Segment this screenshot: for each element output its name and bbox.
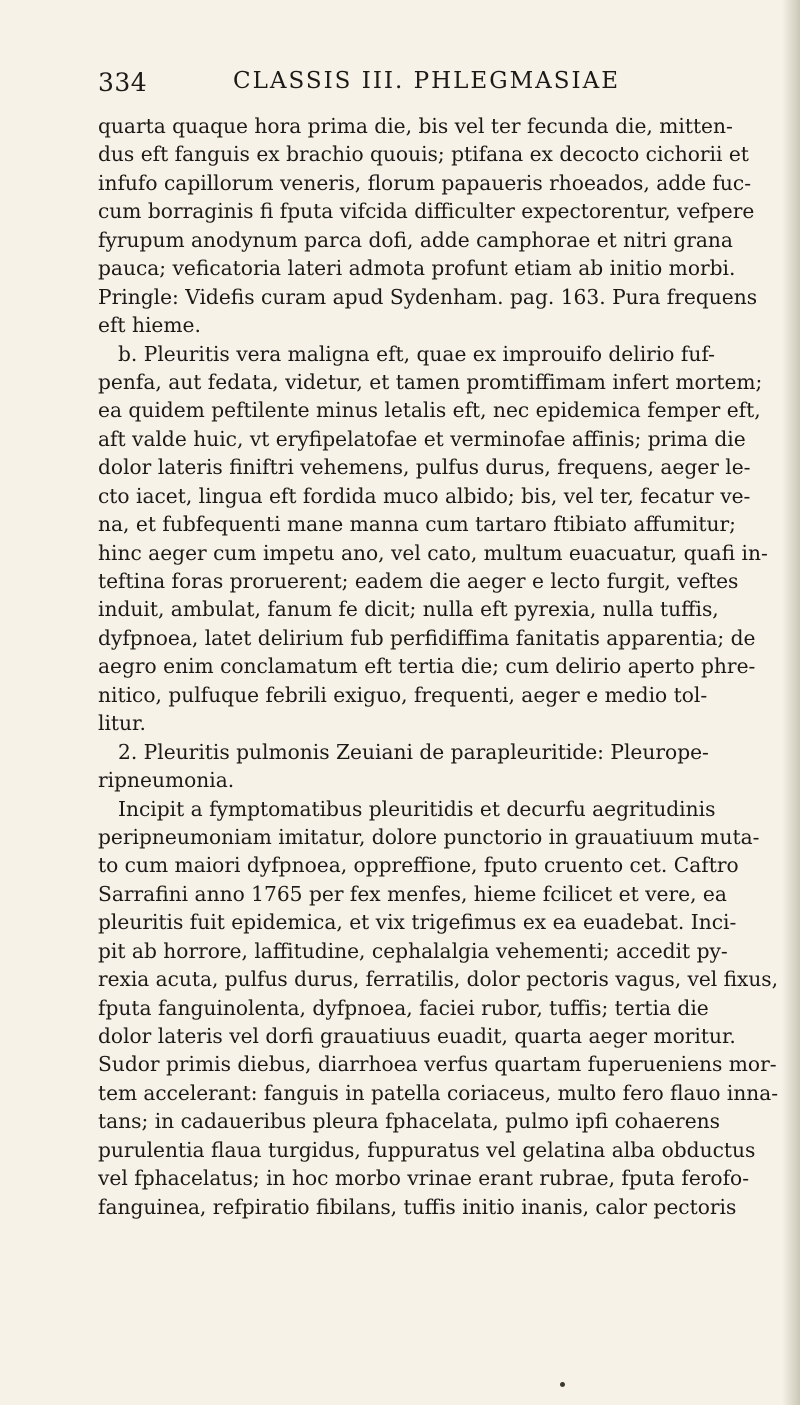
text-line: dolor lateris finiftri vehemens, pulfus durus, frequens, aeger le- (98, 455, 751, 480)
text-line: Sudor primis diebus, diarrhoea verfus quartam fuperueniens mor- (98, 1052, 777, 1077)
page-header (98, 62, 798, 102)
ink-speck (560, 1382, 565, 1387)
text-line: Sarrafini anno 1765 per fex menfes, hieme fcilicet et vere, ea (98, 881, 727, 906)
text-line: ea quidem peftilente minus letalis eft, nec epidemica femper eft, (98, 398, 761, 423)
page-number: 334 (98, 68, 148, 97)
text-line: rexia acuta, pulfus durus, ferratilis, dolor pectoris vagus, vel fixus, (98, 967, 778, 992)
text-line: purulentia flaua turgidus, fuppuratus vel gelatina alba obductus (98, 1137, 756, 1162)
text-line: ripneumonia. (98, 768, 235, 793)
text-line: aft valde huic, vt eryfipelatofae et verminofae affinis; prima die (98, 426, 746, 451)
text-line: na, et fubfequenti mane manna cum tartaro ftibiato affumitur; (98, 512, 736, 537)
text-line: tem accelerant: fanguis in patella coriaceus, multo fero flauo inna- (98, 1080, 778, 1105)
page-edge-shadow (782, 0, 800, 1405)
text-line: cto iacet, lingua eft fordida muco albido; bis, vel ter, fecatur ve- (98, 483, 751, 508)
text-line: aegro enim conclamatum eft tertia die; cum delirio aperto phre- (98, 654, 756, 679)
text-line: pauca; veficatoria lateri admota profunt etiam ab initio morbi. (98, 256, 736, 281)
text-line: litur. (98, 711, 146, 736)
text-line: cum borraginis fi fputa vifcida difficulter expectorentur, vefpere (98, 199, 755, 224)
text-line: eft hieme. (98, 313, 201, 338)
text-line: fyrupum anodynum parca dofi, adde camphorae et nitri grana (98, 227, 733, 252)
text-line: fanguinea, refpiratio fibilans, tuffis initio inanis, calor pectoris (98, 1194, 737, 1219)
text-line: dus eft fanguis ex brachio quouis; ptifana ex decocto cichorii et (98, 142, 749, 167)
text-line: to cum maiori dyfpnoea, oppreffione, fputo cruento cet. Caftro (98, 853, 739, 878)
text-line: b. Pleuritis vera maligna eft, quae ex improuifo delirio fuf- (118, 341, 715, 366)
text-line: infufo capillorum veneris, florum papaueris rhoeados, adde fuc- (98, 170, 752, 195)
text-line: vel fphacelatus; in hoc morbo vrinae erant rubrae, fputa ferofo- (98, 1166, 750, 1191)
text-line: Incipit a fymptomatibus pleuritidis et decurfu aegritudinis (118, 796, 716, 821)
text-line: hinc aeger cum impetu ano, vel cato, multum euacuatur, quafi in- (98, 540, 768, 565)
text-line: pleuritis fuit epidemica, et vix trigefimus ex ea euadebat. Inci- (98, 910, 737, 935)
text-line: induit, ambulat, fanum fe dicit; nulla eft pyrexia, nulla tuffis, (98, 597, 719, 622)
text-line: quarta quaque hora prima die, bis vel ter fecunda die, mitten- (98, 114, 733, 138)
text-line: Pringle: Videfis curam apud Sydenham. pag. 163. Pura frequens (98, 284, 758, 309)
text-line: fputa fanguinolenta, dyfpnoea, faciei rubor, tuffis; tertia die (98, 995, 709, 1020)
text-line: penfa, aut fedata, videtur, et tamen promtiffimam infert mortem; (98, 369, 763, 394)
text-line: 2. Pleuritis pulmonis Zeuiani de parapleuritide: Pleurope- (118, 739, 709, 764)
text-line: pit ab horrore, laffitudine, cephalalgia vehementi; accedit py- (98, 938, 728, 963)
text-line: dolor lateris vel dorfi grauatiuus euadit, quarta aeger moritur. (98, 1024, 736, 1048)
text-line: tans; in cadaueribus pleura fphacelata, pulmo ipfi cohaerens (98, 1109, 721, 1134)
text-line: teftina foras proruerent; eadem die aeger e lecto furgit, veftes (98, 569, 739, 593)
running-head: CLASSIS III. PHLEGMASIAE (233, 68, 620, 94)
text-line: nitico, pulfuque febrili exiguo, frequenti, aeger e medio tol- (98, 682, 708, 707)
body-text (98, 112, 778, 1221)
text-line: peripneumoniam imitatur, dolore punctorio in grauatiuum muta- (98, 824, 760, 849)
text-line: dyfpnoea, latet delirium fub perfidiffima fanitatis apparentia; de (98, 625, 756, 650)
